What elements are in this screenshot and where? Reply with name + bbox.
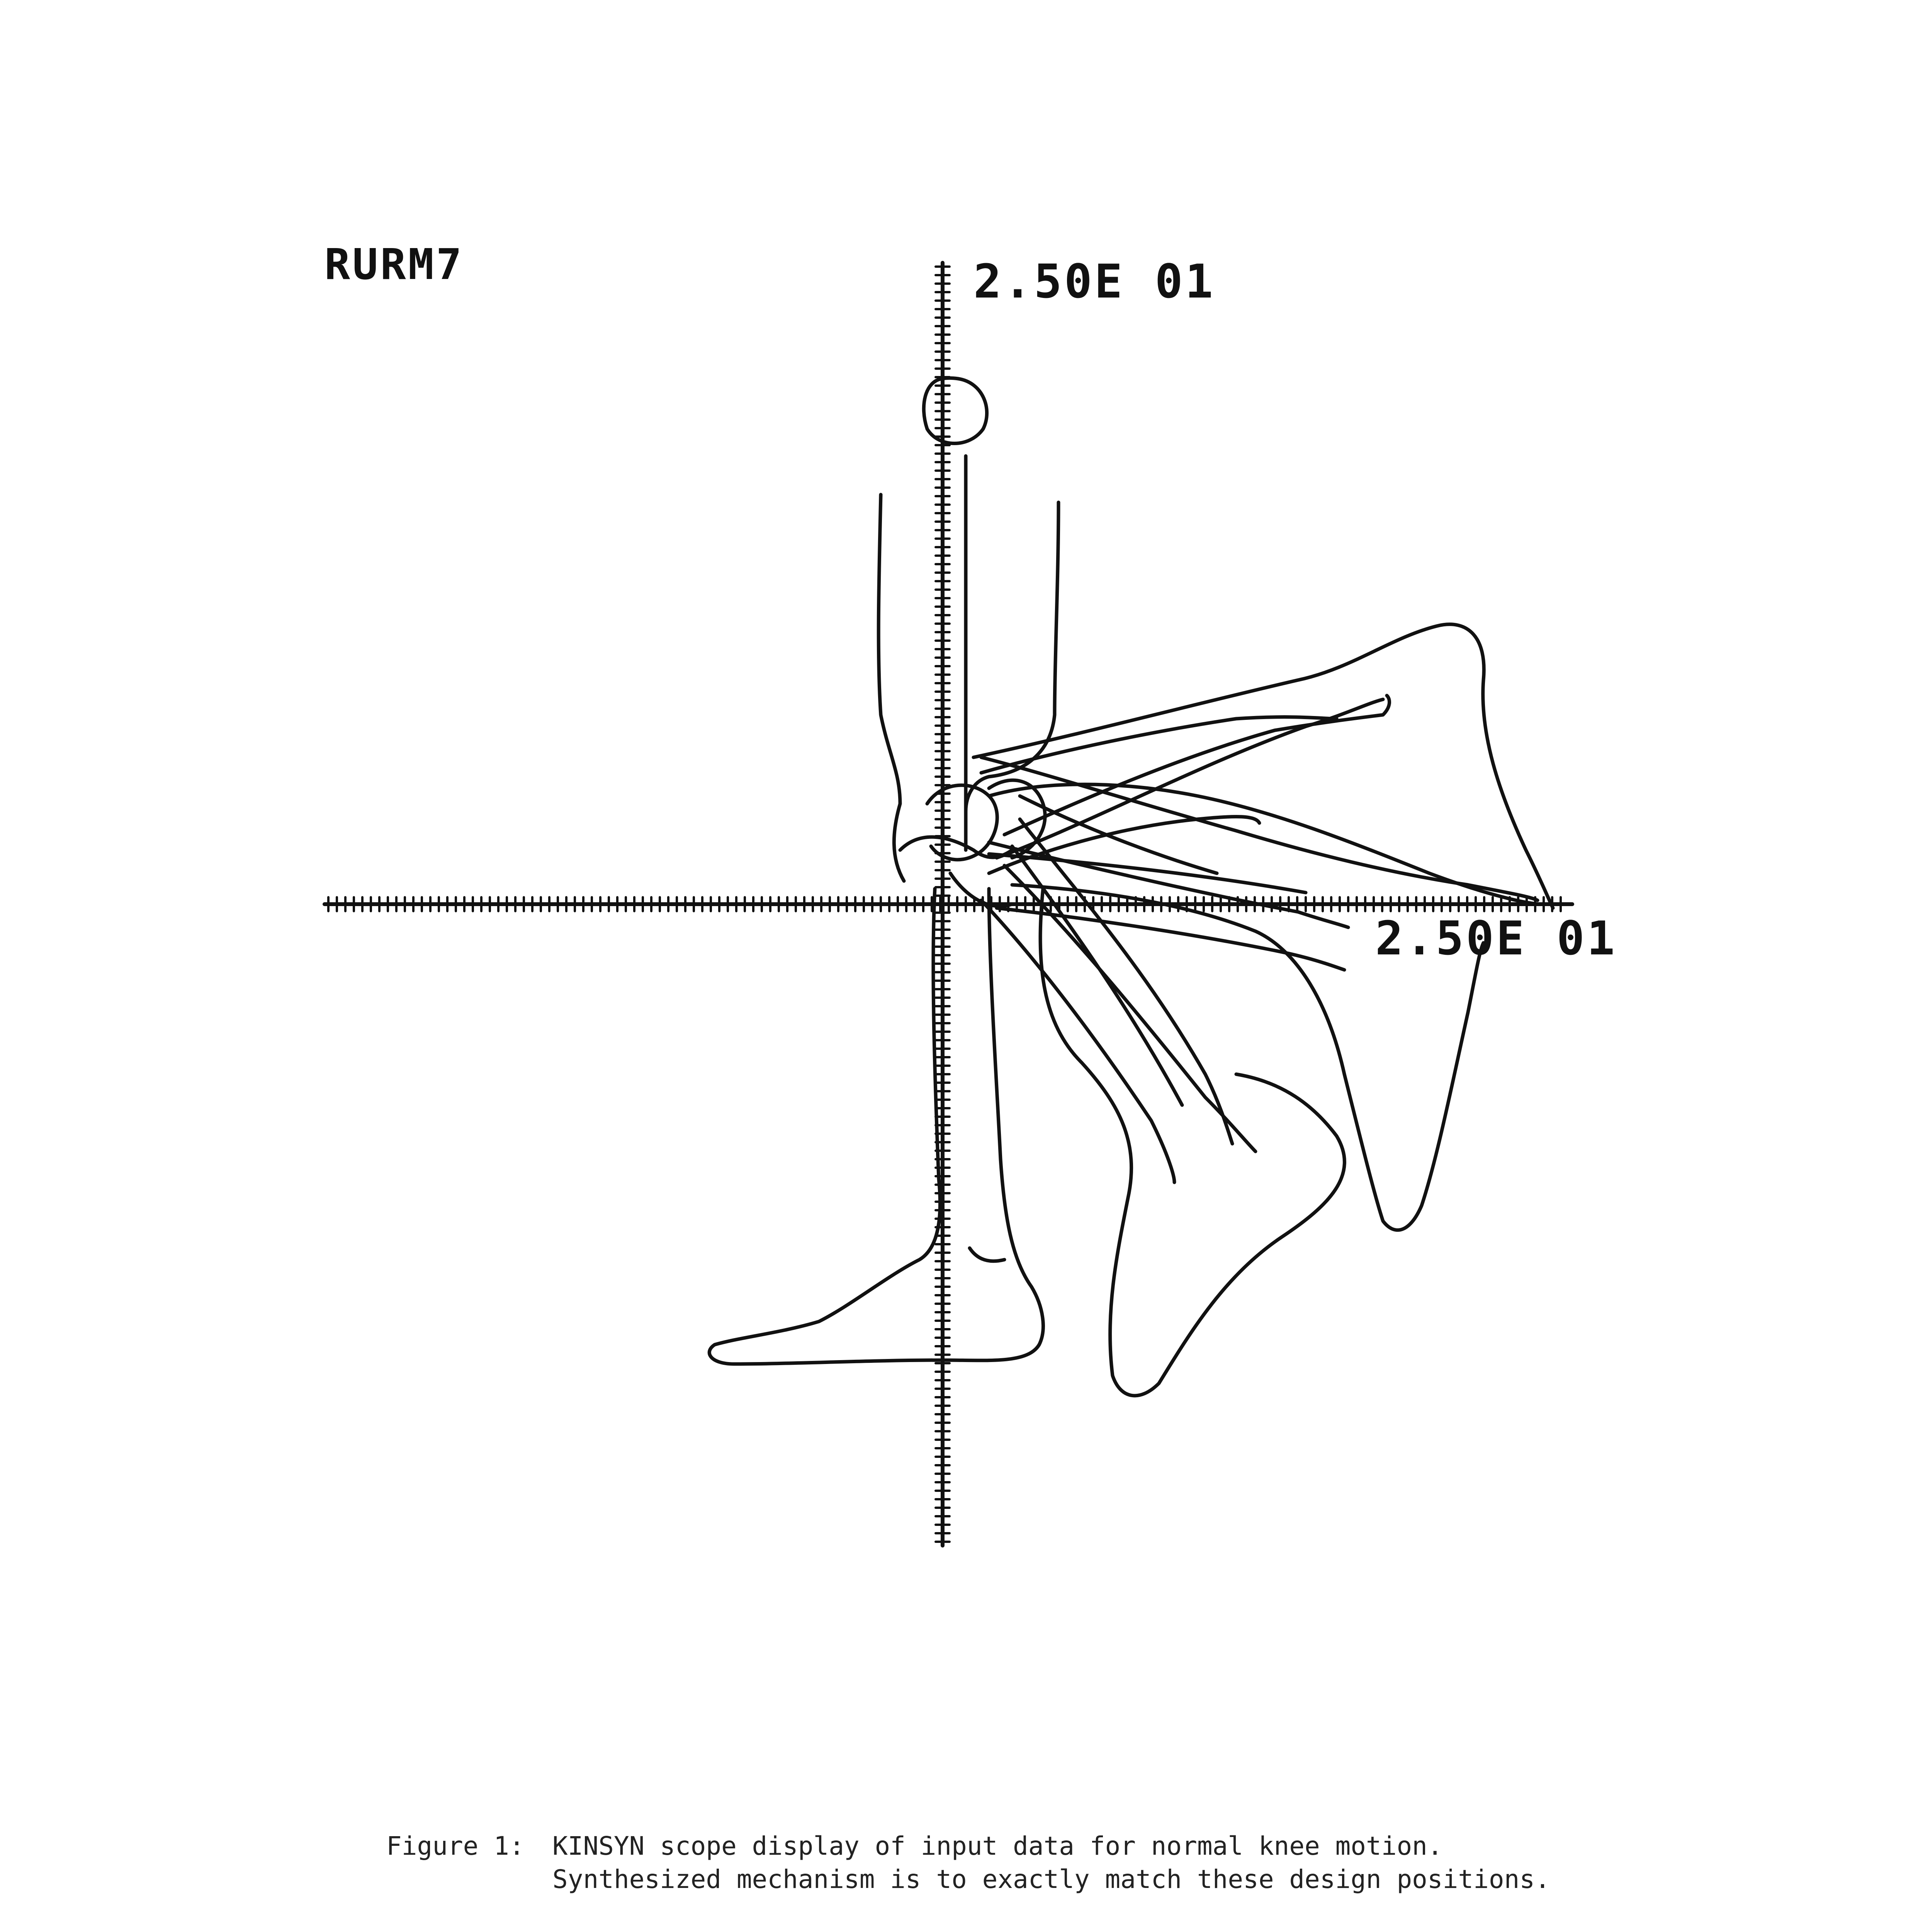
x-axis — [324, 897, 1572, 911]
x-axis-max-label: 2.50E 01 — [1375, 912, 1617, 966]
leg-position-4 — [973, 624, 1553, 908]
caption-line-2: Synthesized mechanism is to exactly match these design positions. — [552, 1864, 1550, 1894]
leg-position-2 — [981, 866, 1344, 1396]
thigh-outline — [878, 456, 1058, 881]
run-label: RURM7 — [324, 240, 464, 289]
y-axis-max-label: 2.50E 01 — [973, 255, 1215, 309]
caption-line-1: KINSYN scope display of input data for normal knee motion. — [552, 1831, 1443, 1861]
hip-outline — [924, 378, 987, 444]
leg-position-1 — [709, 889, 1043, 1364]
figure-number: Figure 1: — [386, 1831, 525, 1861]
